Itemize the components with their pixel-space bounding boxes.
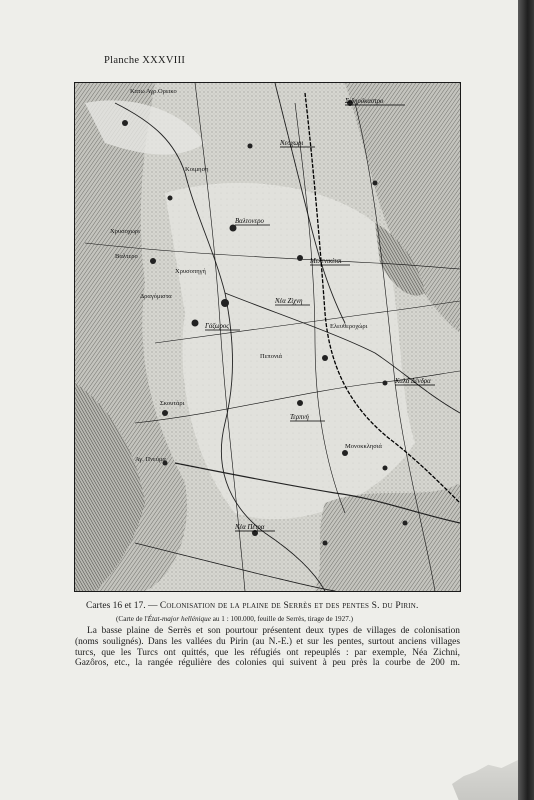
map-label-16: Τερπνή bbox=[290, 414, 309, 421]
topographic-map bbox=[74, 82, 461, 592]
body-paragraph bbox=[75, 626, 460, 669]
map-label-10: Νέα Ζίχνη bbox=[275, 298, 303, 305]
body-line-0: La basse plaine de Serrès et son pourtour présentent deux types de villages de colonisation bbox=[87, 626, 460, 636]
map-label-0: Κατω Αγρ.Ορεικο bbox=[130, 88, 177, 95]
map-label-2: Νεοχωρι bbox=[280, 140, 304, 147]
plate-label: Planche XXXVIII bbox=[104, 55, 186, 66]
map-label-8: Μελενικίτσι bbox=[310, 258, 342, 265]
map-svg bbox=[75, 83, 460, 591]
map-label-14: Πεπονιά bbox=[260, 353, 283, 360]
map-label-5: Χρυσοχωρι bbox=[110, 228, 140, 235]
body-line-3: Gazôros, etc., la rangée régulière des colonies qui suivent à peu près la courbe de 200 m. bbox=[75, 658, 460, 669]
map-label-17: Μονοκκλησιά bbox=[345, 443, 382, 450]
map-label-4: Βαλτονερο bbox=[235, 218, 264, 225]
map-label-13: Ελευθεροχώρι bbox=[330, 323, 368, 330]
book-gutter bbox=[518, 0, 534, 800]
map-label-18: Νέα Πέτρα bbox=[235, 524, 265, 531]
body-line-2: turcs, que les Turcs ont quittés, que les réfugiés ont repeuplés : par exemple, Néa Zichni, bbox=[75, 647, 460, 658]
caption-sub-open: (Carte de l' bbox=[116, 615, 148, 623]
page-tear bbox=[452, 760, 518, 800]
map-label-1: Σιδηρόκαστρο bbox=[345, 98, 384, 105]
map-label-6: Βαλτερο bbox=[115, 253, 138, 260]
map-label-19: Αγ. Πνεύμα bbox=[135, 456, 166, 463]
caption-sub-italic: État-major hellénique bbox=[147, 615, 211, 623]
map-label-11: Γάζωρος bbox=[205, 323, 230, 330]
map-caption-source bbox=[116, 615, 353, 623]
map-caption-title bbox=[86, 601, 486, 611]
caption-title-text: Colonisation de la plaine de Serrès et des pentes S. du Pirin. bbox=[159, 601, 419, 611]
map-label-3: Κοιμηση bbox=[185, 166, 209, 173]
map-label-15: Σκουτάρι bbox=[160, 400, 185, 407]
map-label-12: Καλά Δένδρα bbox=[395, 378, 431, 385]
body-line-1: (noms soulignés). Dans les vallées du Pirin (au N.-E.) et sur les pentes, surtout anciens villages bbox=[75, 636, 460, 647]
map-label-9: Δραγόμιστα bbox=[140, 293, 172, 300]
map-label-7: Χρυσοπηγή bbox=[175, 268, 206, 275]
caption-sub-rest: au 1 : 100.000, feuille de Serrès, tirage de 1927.) bbox=[210, 615, 354, 623]
caption-prefix: Cartes 16 et 17. — bbox=[86, 601, 158, 611]
